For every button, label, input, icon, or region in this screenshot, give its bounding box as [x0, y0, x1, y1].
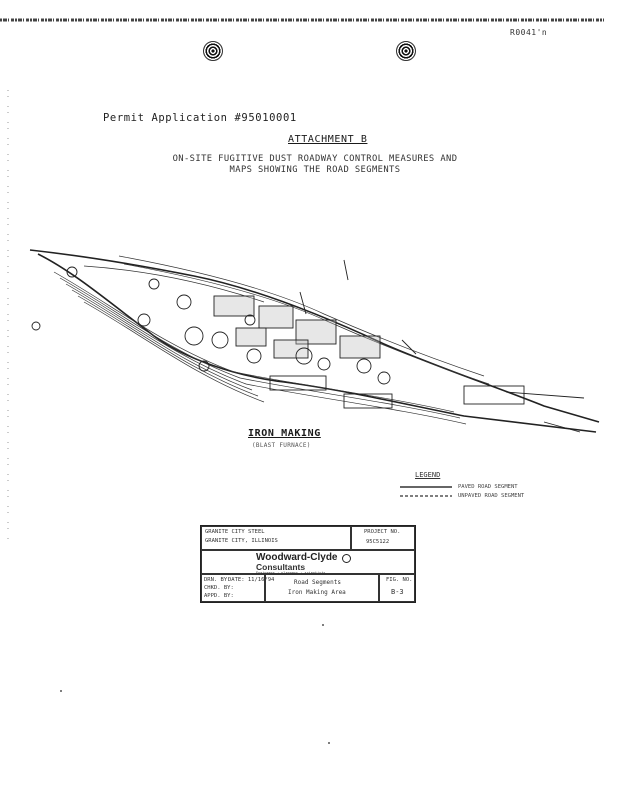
- approved-by: APPD. BY:: [204, 593, 234, 599]
- firm-subname: Consultants: [256, 562, 306, 572]
- legend-item-unpaved: UNPAVED ROAD SEGMENT: [458, 493, 525, 499]
- furnace-blocks: [214, 296, 524, 408]
- drawing-title-1: Road Segments: [294, 579, 341, 586]
- scan-noise-left: [0, 90, 12, 540]
- heading-line-2: MAPS SHOWING THE ROAD SEGMENTS: [229, 165, 401, 175]
- firm-logo-icon: [342, 554, 351, 563]
- figure-number: B-3: [391, 588, 404, 596]
- permit-number: Permit Application #95010001: [103, 112, 297, 124]
- title-block: [200, 525, 416, 603]
- scan-speck: [328, 742, 330, 744]
- legend-item-paved: PAVED ROAD SEGMENT: [458, 484, 518, 490]
- page-code: R0041'n: [510, 28, 548, 37]
- scan-speck: [322, 624, 324, 626]
- legend-title: LEGEND: [415, 471, 441, 479]
- project-label: PROJECT NO.: [364, 529, 401, 535]
- site-map: [24, 236, 614, 486]
- client-location: GRANITE CITY, ILLINOIS: [205, 538, 278, 544]
- map-sublabel: (BLAST FURNACE): [252, 442, 311, 449]
- attachment-title: ATTACHMENT B: [288, 134, 368, 145]
- binder-hole-right: [396, 41, 416, 61]
- drawing-info-cell: [201, 574, 275, 602]
- client-cell: [201, 526, 351, 550]
- scan-speck: [60, 690, 62, 692]
- scan-noise-top: [0, 8, 604, 14]
- firm-note: Engineers · planners · scientists: [256, 571, 326, 575]
- checked-by: CHKD. BY:: [204, 585, 234, 591]
- heading-line-1: ON-SITE FUGITIVE DUST ROADWAY CONTROL MEASURES AND: [172, 154, 458, 164]
- figure-label: FIG. NO.: [386, 577, 413, 583]
- binder-hole-left: [203, 41, 223, 61]
- drawn-by: DRN. BY:: [204, 577, 231, 583]
- firm-cell: [201, 550, 415, 574]
- map-label: IRON MAKING: [248, 428, 321, 439]
- rail-lines: [54, 256, 489, 424]
- drawing-title-cell: [265, 574, 379, 602]
- legend: [398, 484, 548, 502]
- figure-cell: [379, 574, 415, 602]
- drawing-date: DATE: 11/16/94: [228, 577, 275, 583]
- client-name: GRANITE CITY STEEL: [205, 529, 265, 535]
- legend-swatches: [398, 484, 454, 502]
- project-cell: [351, 526, 415, 550]
- project-number: 95C5122: [366, 539, 390, 545]
- document-heading: [150, 154, 480, 176]
- drawing-title-2: Iron Making Area: [288, 589, 346, 596]
- firm-name: Woodward-Clyde: [256, 552, 338, 563]
